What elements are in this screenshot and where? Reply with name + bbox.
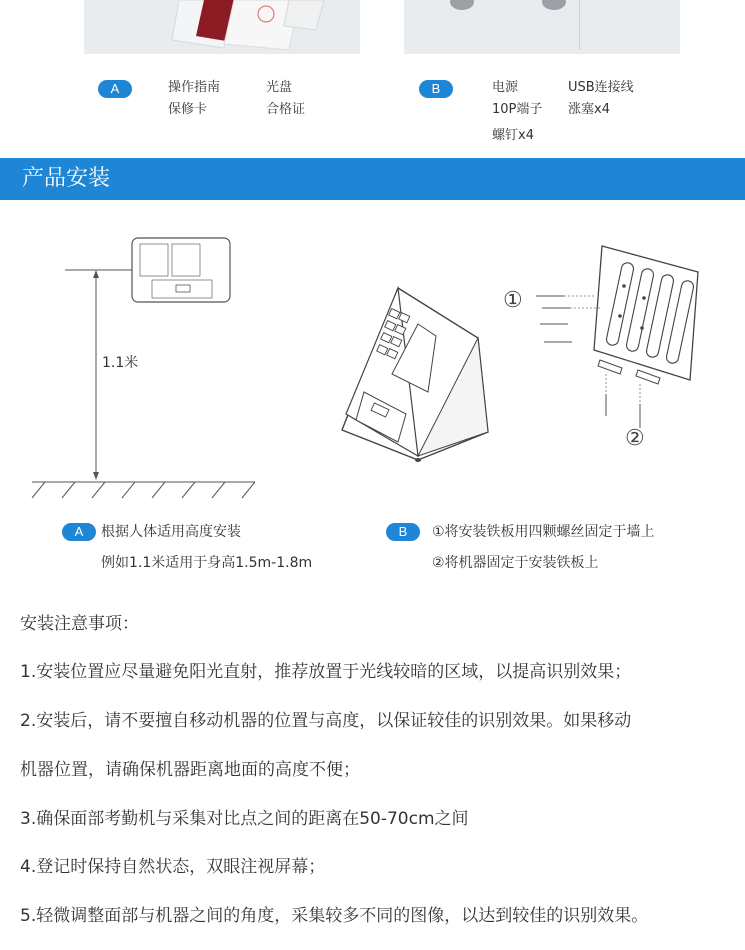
accessories-b-badge: B: [419, 80, 453, 98]
accessory-item: USB连接线: [568, 80, 634, 95]
section-title: 产品安装: [22, 166, 111, 191]
device-side-view: [336, 282, 506, 472]
accessory-item: 涨塞x4: [568, 102, 610, 117]
caption-b-badge: B: [386, 523, 420, 541]
accessory-item: 合格证: [266, 102, 306, 117]
accessory-item: 螺钉x4: [492, 128, 534, 143]
height-label: 1.1米: [102, 355, 139, 371]
caption-a-line1: 根据人体适用高度安装: [101, 524, 241, 540]
caption-a-line2: 例如1.1米适用于身高1.5m-1.8m: [101, 555, 313, 571]
note-item: 3.确保面部考勤机与采集对比点之间的距离在50-70cm之间: [20, 809, 469, 829]
mounting-plate-diagram: [530, 238, 710, 448]
notes-heading: 安装注意事项：: [20, 614, 139, 634]
accessories-photo-a: [84, 0, 360, 54]
note-item: 4.登记时保持自然状态，双眼注视屏幕；: [20, 857, 326, 877]
section-banner: [0, 158, 745, 200]
accessories-a-badge: A: [98, 80, 132, 98]
caption-a-badge: A: [62, 523, 96, 541]
note-item: 1.安装位置应尽量避免阳光直射，推荐放置于光线较暗的区域，以提高识别效果；: [20, 662, 632, 682]
accessory-item: 10P端子: [492, 102, 543, 117]
height-diagram: [20, 230, 270, 505]
cables-illustration: [404, 0, 680, 54]
accessory-item: 电源: [492, 80, 519, 95]
caption-b-line2: ②将机器固定于安装铁板上: [432, 555, 599, 571]
caption-b-line1: ①将安装铁板用四颗螺丝固定于墙上: [432, 524, 655, 540]
accessory-item: 光盘: [266, 80, 293, 95]
accessory-item: 保修卡: [168, 102, 208, 117]
callout-1: ①: [503, 288, 523, 313]
note-item: 5.轻微调整面部与机器之间的角度，采集较多不同的图像，以达到较佳的识别效果。: [20, 906, 649, 926]
accessories-photo-b: [404, 0, 680, 54]
note-item: 机器位置，请确保机器距离地面的高度不便；: [20, 760, 360, 780]
accessory-item: 操作指南: [168, 80, 221, 95]
device-front-icon: [132, 238, 230, 302]
note-item: 2.安装后，请不要擅自移动机器的位置与高度，以保证较佳的识别效果。如果移动: [20, 711, 632, 731]
callout-2: ②: [625, 426, 645, 451]
documents-illustration: [84, 0, 360, 54]
